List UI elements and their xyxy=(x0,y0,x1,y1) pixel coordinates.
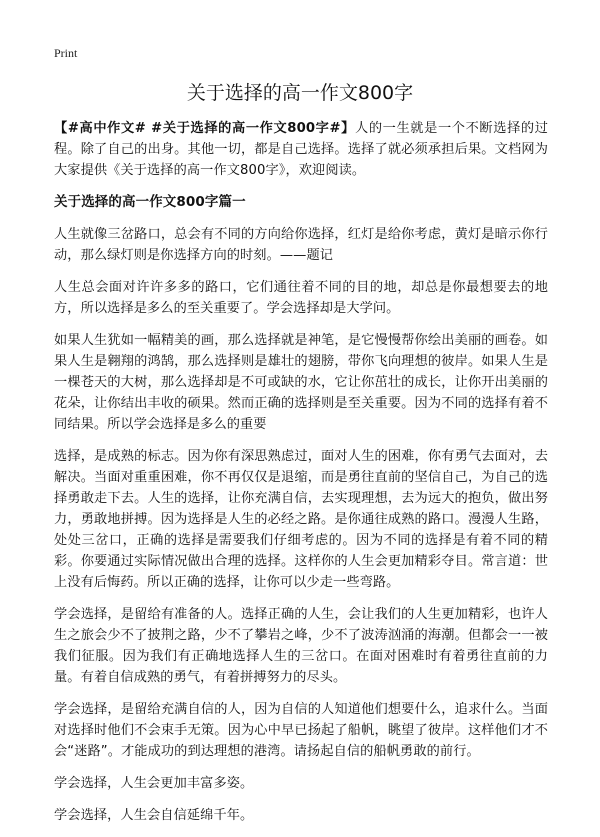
paragraph-1: 人生就像三岔路口，总会有不同的方向给你选择，红灯是给你考虑，黄灯是暗示你行动，那么绿灯则是你选择方向的时刻。——题记 xyxy=(54,227,548,263)
paragraph-3: 如果人生犹如一幅精美的画，那么选择就是神笔，是它慢慢帮你绘出美丽的画卷。如果人生是翱翔的鸿鹄，那么选择则是雄壮的翅膀，带你飞向理想的彼岸。如果人生是一棵苍天的大树，那么选择却是不可或缺的水，它让你茁壮的成长，让你开出美丽的花朵，让你结出丰收的硕果。然而正确的选择则是至关重要。因为不同的选择有着不同结果。所以学会选择是多么的重要 xyxy=(54,333,548,432)
article-body xyxy=(54,118,548,837)
print-link[interactable]: Print xyxy=(54,46,78,60)
page-title: 关于选择的高一作文800字 xyxy=(186,82,414,104)
intro-paragraph xyxy=(54,118,548,181)
section-heading: 关于选择的高一作文800字篇一 xyxy=(54,194,246,210)
intro-text: 人的一生就是一个不断选择的过程。除了自己的出身。其他一切，都是自己选择。选择了就必须承担后果。文档网为大家提供《关于选择的高一作文800字》，欢迎阅读。 xyxy=(54,121,549,178)
paragraph-2: 人生总会面对许许多多的路口，它们通往着不同的目的地，却总是你最想要去的地方，所以选择是多么的至关重要了。学会选择却是大学问。 xyxy=(54,280,548,316)
paragraph-6: 学会选择，是留给充满自信的人，因为自信的人知道他们想要什么，追求什么。当面对选择时他们不会束手无策。因为心中早已扬起了船帆，眺望了彼岸。这样他们才不会“迷路”。才能成功的到达理想的港湾。请扬起自信的船帆勇敢的前行。 xyxy=(54,702,548,759)
intro-tag: 【#高中作文# #关于选择的高一作文800字#】 xyxy=(54,121,355,136)
paragraph-4: 选择，是成熟的标志。因为你有深思熟虑过，面对人生的困难，你有勇气去面对，去解决。当面对重重困难，你不再仅仅是退缩，而是勇往直前的坚信自己，为自己的选择勇敢走下去。人生的选择，让你充满自信，去实现理想，去为远大的抱负，做出努力，勇敢地拼搏。因为选择是人生的必经之路。是你通往成熟的路口。漫漫人生路，处处三岔口，正确的选择是需要我们仔细考虑的。因为不同的选择是有着不同的精彩。你要通过实际情况做出合理的选择。这样你的人生会更加精彩夺目。常言道：世上没有后悔药。所以正确的选择，让你可以少走一些弯路。 xyxy=(54,449,548,590)
paragraph-7: 学会选择，人生会更加丰富多姿。 xyxy=(54,776,254,791)
paragraph-8: 学会选择，人生会自信延绵千年。 xyxy=(54,808,254,823)
paragraph-5: 学会选择，是留给有准备的人。选择正确的人生，会让我们的人生更加精彩，也许人生之旅会少不了披荆之路，少不了攀岩之峰，少不了波涛汹涌的海潮。但都会一一被我们征服。因为我们有正确地选择人生的三岔口。在面对困难时有着勇往直前的力量。有着自信成熟的勇气，有着拼搏努力的尽头。 xyxy=(54,607,548,685)
